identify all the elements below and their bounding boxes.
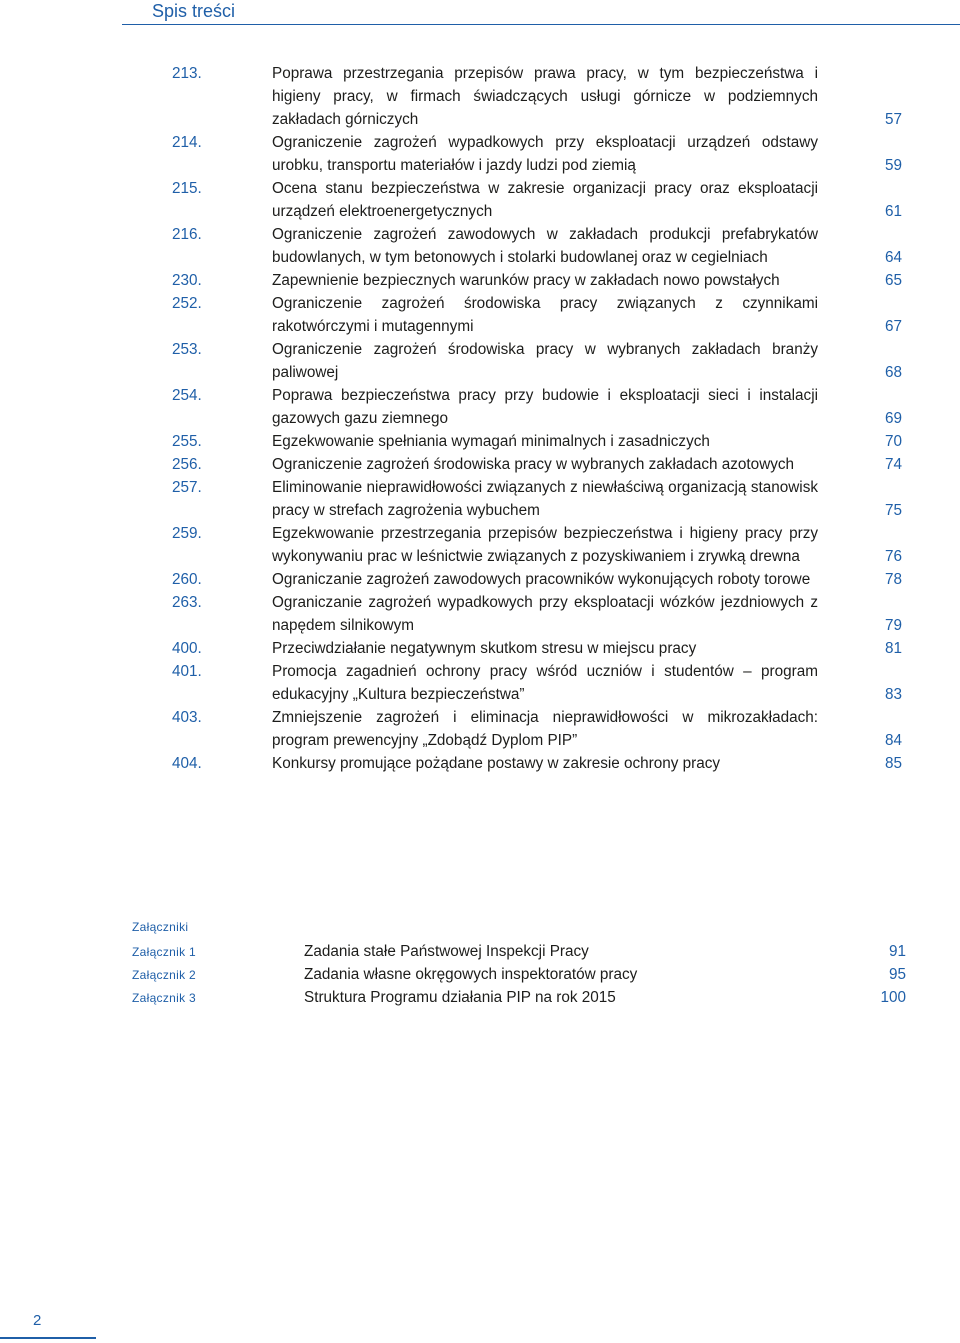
toc-entry-title: Ograniczenie zagrożeń środowiska pracy związanych z czynnikami rakotwórczymi i mutagennymi (272, 295, 818, 335)
toc-entry-title: Egzekwowanie przestrzegania przepisów bezpieczeństwa i higieny pracy przy wykonywaniu prac w leśnictwie związanych z pozyskiwaniem i zrywką drewna (272, 525, 818, 565)
toc-entry-number: 263. (172, 594, 202, 611)
footer-divider (0, 1337, 96, 1339)
toc-entry-title: Ograniczanie zagrożeń zawodowych pracowników wykonujących roboty torowe (272, 571, 811, 588)
toc-entry-page: 76 (884, 548, 902, 565)
table-of-contents (172, 62, 912, 775)
toc-entry-title: Ograniczenie zagrożeń zawodowych w zakładach produkcji prefabrykatów budowlanych, w tym betonowych i stolarki budowlanej oraz w cegielniach (272, 226, 818, 266)
toc-entry[interactable] (172, 269, 912, 292)
toc-entry[interactable] (172, 476, 912, 522)
toc-entry-title: Ocena stanu bezpieczeństwa w zakresie organizacji pracy oraz eksploatacji urządzeń elektroenergetycznych (272, 180, 818, 220)
toc-entry-number: 257. (172, 479, 202, 496)
toc-entry-title: Konkursy promujące pożądane postawy w zakresie ochrony pracy (272, 755, 721, 772)
header-divider (122, 24, 960, 25)
toc-entry[interactable] (172, 453, 912, 476)
toc-entry-title: Poprawa bezpieczeństwa pracy przy budowie i eksploatacji sieci i instalacji gazowych gazu ziemnego (272, 387, 818, 427)
annex-label: Załącznik 3 (132, 991, 196, 1005)
toc-entry[interactable] (172, 660, 912, 706)
toc-entry-title: Poprawa przestrzegania przepisów prawa pracy, w tym bezpieczeństwa i higieny pracy, w firmach świadczących usługi górnicze w podziemnych zakładach górniczych (272, 65, 818, 128)
annex-title: Zadania stałe Państwowej Inspekcji Pracy (304, 943, 589, 960)
toc-entry-page: 65 (884, 272, 902, 289)
toc-entry-number: 260. (172, 571, 202, 588)
toc-entry-page: 81 (884, 640, 902, 657)
toc-entry-title: Zapewnienie bezpiecznych warunków pracy w zakładach nowo powstałych (272, 272, 780, 289)
toc-entry-title: Eliminowanie nieprawidłowości związanych z niewłaściwą organizacją stanowisk pracy w strefach zagrożenia wybuchem (272, 479, 818, 519)
toc-entry[interactable] (172, 338, 912, 384)
annex-page: 100 (880, 989, 906, 1006)
toc-entry-number: 256. (172, 456, 202, 473)
toc-entry[interactable] (172, 62, 912, 131)
annex-entry[interactable] (132, 986, 912, 1009)
toc-entry-number: 252. (172, 295, 202, 312)
toc-entry-page: 68 (884, 364, 902, 381)
toc-entry-number: 255. (172, 433, 202, 450)
annex-entry[interactable] (132, 963, 912, 986)
toc-entry-page: 64 (884, 249, 902, 266)
toc-entry-title: Ograniczanie zagrożeń wypadkowych przy eksploatacji wózków jezdniowych z napędem silnikowym (272, 594, 818, 634)
toc-entry-title: Ograniczenie zagrożeń środowiska pracy w wybranych zakładach azotowych (272, 456, 795, 473)
toc-entry-page: 74 (884, 456, 902, 473)
toc-entry-number: 404. (172, 755, 202, 772)
toc-entry-title: Przeciwdziałanie negatywnym skutkom stresu w miejscu pracy (272, 640, 697, 657)
toc-entry-number: 400. (172, 640, 202, 657)
toc-entry-number: 253. (172, 341, 202, 358)
toc-entry-page: 69 (884, 410, 902, 427)
toc-entry-page: 75 (884, 502, 902, 519)
annex-entry[interactable] (132, 940, 912, 963)
toc-entry-number: 401. (172, 663, 202, 680)
toc-entry-number: 254. (172, 387, 202, 404)
toc-entry-title: Egzekwowanie spełniania wymagań minimalnych i zasadniczych (272, 433, 710, 450)
annex-page: 91 (888, 943, 906, 960)
toc-entry[interactable] (172, 568, 912, 591)
footer-page-number: 2 (33, 1312, 42, 1329)
annex-title: Struktura Programu działania PIP na rok 2015 (304, 989, 616, 1006)
toc-entry-number: 216. (172, 226, 202, 243)
toc-entry-number: 215. (172, 180, 202, 197)
toc-entry-title: Ograniczenie zagrożeń wypadkowych przy eksploatacji urządzeń odstawy urobku, transportu materiałów i jazdy ludzi pod ziemią (272, 134, 818, 174)
toc-entry-number: 403. (172, 709, 202, 726)
toc-entry[interactable] (172, 384, 912, 430)
toc-entry-page: 61 (884, 203, 902, 220)
toc-entry-page: 70 (884, 433, 902, 450)
toc-entry-number: 214. (172, 134, 202, 151)
annex-title: Zadania własne okręgowych inspektoratów pracy (304, 966, 638, 983)
toc-entry-page: 67 (884, 318, 902, 335)
toc-entry[interactable] (172, 706, 912, 752)
toc-entry-page: 78 (884, 571, 902, 588)
toc-entry-number: 213. (172, 65, 202, 82)
toc-entry-title: Zmniejszenie zagrożeń i eliminacja nieprawidłowości w mikrozakładach: program prewencyjny „Zdobądź Dyplom PIP” (272, 709, 818, 749)
toc-entry[interactable] (172, 131, 912, 177)
toc-entry-page: 57 (884, 111, 902, 128)
toc-entry-title: Ograniczenie zagrożeń środowiska pracy w wybranych zakładach branży paliwowej (272, 341, 818, 381)
toc-entry-number: 230. (172, 272, 202, 289)
annex-page: 95 (888, 966, 906, 983)
toc-entry[interactable] (172, 522, 912, 568)
toc-entry-page: 83 (884, 686, 902, 703)
annex-label: Załącznik 1 (132, 945, 196, 959)
toc-entry[interactable] (172, 591, 912, 637)
toc-entry[interactable] (172, 752, 912, 775)
toc-entry-number: 259. (172, 525, 202, 542)
toc-entry[interactable] (172, 292, 912, 338)
toc-entry-page: 85 (884, 755, 902, 772)
toc-entry[interactable] (172, 223, 912, 269)
annex-label: Załącznik 2 (132, 968, 196, 982)
annexes-list (132, 940, 912, 1009)
toc-entry[interactable] (172, 177, 912, 223)
toc-entry-page: 59 (884, 157, 902, 174)
toc-entry-page: 79 (884, 617, 902, 634)
annexes-heading: Załączniki (132, 920, 189, 934)
toc-entry-page: 84 (884, 732, 902, 749)
toc-entry[interactable] (172, 430, 912, 453)
toc-entry[interactable] (172, 637, 912, 660)
page-header-title: Spis treści (152, 1, 236, 21)
toc-entry-title: Promocja zagadnień ochrony pracy wśród uczniów i studentów – program edukacyjny „Kultura bezpieczeństwa” (272, 663, 818, 703)
